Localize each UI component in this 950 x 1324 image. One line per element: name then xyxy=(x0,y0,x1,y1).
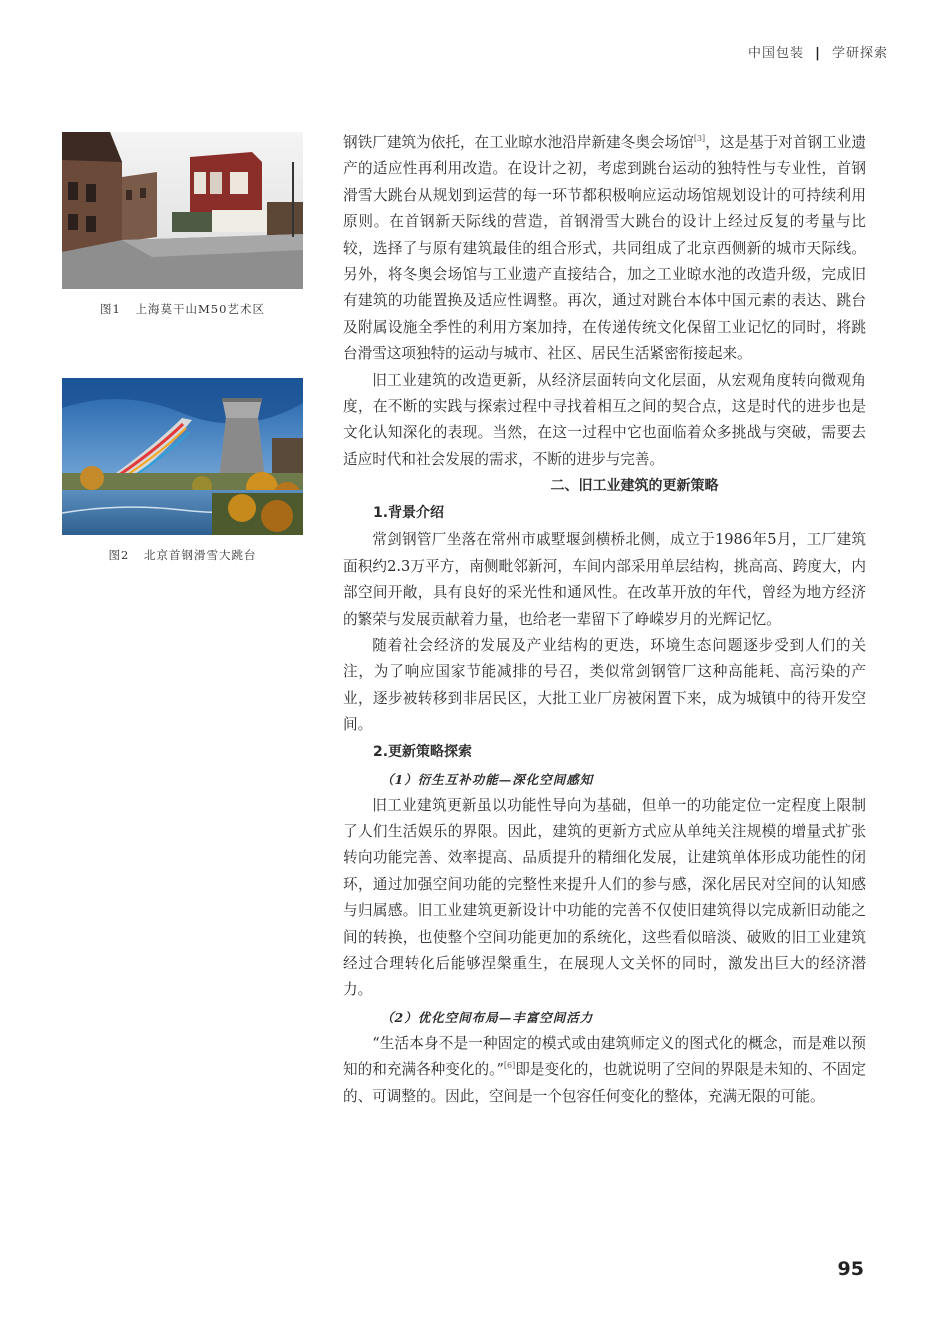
shougang-big-air-photo xyxy=(62,378,303,535)
article-body xyxy=(343,130,866,1110)
paragraph-6-text-a: “生活本身不是一种固定的模式或由建筑师定义的图式化的概念，而是难以预知的和充满各种变化的。” xyxy=(343,1034,866,1079)
figure-2-caption xyxy=(62,547,303,563)
paragraph-1-text-a: 钢铁厂建筑为依托，在工业晾水池沿岸新建冬奥会场馆 xyxy=(343,134,694,151)
subsubsection-2-title: （2）优化空间布局—丰富空间活力 xyxy=(381,1009,594,1025)
figure-1-caption xyxy=(62,301,303,317)
figure-1-image xyxy=(62,132,303,289)
paragraph-6 xyxy=(343,1031,866,1110)
citation-6: [6] xyxy=(503,1061,516,1071)
page-number: 95 xyxy=(837,1258,864,1280)
paragraph-6-text-b: 即是变化的，也就说明了空间的界限是未知的、不固定的、可调整的。因此，空间是一个包容任何变化的整体，充满无限的可能。 xyxy=(343,1061,866,1105)
citation-3: [3] xyxy=(693,134,706,144)
subsection-2-title: 2.更新策略探索 xyxy=(373,743,473,760)
m50-art-district-photo xyxy=(62,132,303,289)
subsubsection-1-title: （1）衍生互补功能—深化空间感知 xyxy=(381,771,594,787)
figure-1-title: 上海莫干山M50艺术区 xyxy=(135,302,265,316)
paragraph-4: 随着社会经济的发展及产业结构的更迭，环境生态问题逐步受到人们的关注，为了响应国家节能减排的号召，类似常剑钢管厂这种高能耗、高污染的产业，逐步被转移到非居民区，大批工业厂房被闲置下来，成为城镇中的待开发空间。 xyxy=(343,636,866,734)
paragraph-1 xyxy=(343,130,866,368)
figure-2-title: 北京首钢滑雪大跳台 xyxy=(143,548,257,562)
paragraph-3: 常剑钢管厂坐落在常州市戚墅堰剑横桥北侧，成立于1986年5月，工厂建筑面积约2.3万平方，南侧毗邻新河，车间内部采用单层结构，挑高高、跨度大，内部空间开敞，具有良好的采光性和通风性。在改革开放的年代，曾经为地方经济的繁荣与发展贡献着力量，也给老一辈留下了峥嵘岁月的光辉记忆。 xyxy=(343,531,866,628)
paragraph-5: 旧工业建筑更新虽以功能性导向为基础，但单一的功能定位一定程度上限制了人们生活娱乐的界限。因此，建筑的更新方式应从单纯关注规模的增量式扩张转向功能完善、效率提高、品质提升的精细化发展，让建筑单体形成功能性的闭环，通过加强空间功能的完整性来提升人们的参与感，深化居民对空间的认知感与归属感。旧工业建筑更新设计中功能的完善不仅使旧建筑得以完成新旧动能之间的转换，也使整个空间功能更加的系统化，这些看似暗淡、破败的旧工业建筑经过合理转化后能够涅槃重生，在展现人文关怀的同时，激发出巨大的经济潜力。 xyxy=(343,796,866,999)
column-name: 学研探索 xyxy=(831,46,888,61)
header-separator: | xyxy=(815,46,821,61)
journal-name: 中国包装 xyxy=(747,46,804,61)
running-header xyxy=(748,42,888,61)
paragraph-1-text-b: ，这是基于对首钢工业遗产的适应性再利用改造。在设计之初，考虑到跳台运动的独特性与专业性，首钢滑雪大跳台从规划到运营的每一环节都积极响应运动场馆规划设计的可持续利用原则。在首钢新天际线的营造，首钢滑雪大跳台的设计上经过反复的考量与比较，选择了与原有建筑最佳的组合形式，共同组成了北京西侧新的城市天际线。另外，将冬奥会场馆与工业遗产直接结合，加之工业晾水池的改造升级，完成旧有建筑的功能置换及适应性调整。再次，通过对跳台本体中国元素的表达、跳台及附属设施全季性的利用方案加持，在传递传统文化保留工业记忆的同时，将跳台滑雪这项独特的运动与城市、社区、居民生活紧密衔接起来。 xyxy=(343,134,866,363)
figure-2-image xyxy=(62,378,303,535)
section-2-title: 二、旧工业建筑的更新策略 xyxy=(550,478,719,495)
figure-1-number: 图1 xyxy=(100,302,121,316)
subsection-1-title: 1.背景介绍 xyxy=(373,505,445,522)
figure-2-number: 图2 xyxy=(108,548,130,562)
figure-1 xyxy=(62,132,303,317)
figure-2 xyxy=(62,378,303,563)
paragraph-2: 旧工业建筑的改造更新，从经济层面转向文化层面，从宏观角度转向微观角度，在不断的实践与探索过程中寻找着相互之间的契合点，这是时代的进步也是文化认知深化的表现。当然，在这一过程中它也面临着众多挑战与突破，需要去适应时代和社会发展的需求，不断的进步与完善。 xyxy=(343,371,866,468)
